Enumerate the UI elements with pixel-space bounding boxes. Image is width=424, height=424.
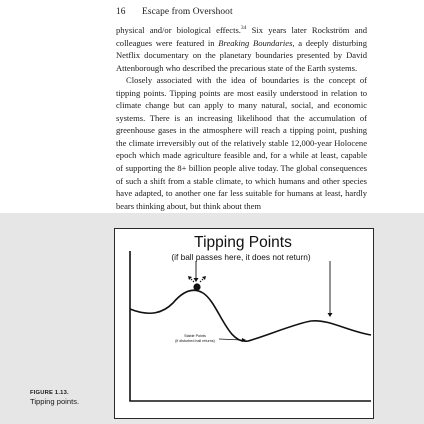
figure-caption-text: Tipping points. xyxy=(30,397,80,406)
landscape-curve xyxy=(130,290,371,341)
page-number: 16 xyxy=(116,7,126,17)
paragraph-1-text-c: , a deeply disturbing Netflix documentary on the planetary boundaries presented by David Attenborough who described the precarious state of the Earth systems. xyxy=(116,37,367,73)
ball-motion-right-arrow xyxy=(200,278,204,282)
ball-marker xyxy=(193,283,200,290)
pointer-peak-right-head xyxy=(328,313,333,317)
ball-motion-left-arrow xyxy=(190,278,194,282)
pointer-peak-left-head xyxy=(194,278,199,282)
paragraph-1-text-b: Six years later Rockström and colleagues were featured in xyxy=(116,25,367,48)
figure-label: FIGURE 1.13. xyxy=(30,390,69,396)
paragraph-1 xyxy=(116,24,367,74)
book-title: Escape from Overshoot xyxy=(142,7,233,17)
figure-diagram xyxy=(115,229,375,420)
figure-title: Tipping Points xyxy=(194,234,292,251)
paragraph-2: Closely associated with the idea of boundaries is the concept of tipping points. Tipping points are most easily understood in relation to climate change but can apply to many natural, social, and economic systems. There is an increasing likelihood that the accumulation of greenhouse gases in the atmosphere will reach a tipping point, pushing the climate irreversibly out of the relatively stable 12,000-year Holocene epoch which made agriculture feasible and, for a while at least, capable of supporting the 8+ billion people alive today. The global consequences of such a shift from a stable climate, to which humans and other species have adapted, to another one far less suitable for humans at least, hardly bears thinking about, but think about them xyxy=(116,75,367,211)
body-text xyxy=(116,24,367,212)
stable-points-label: Stable Points xyxy=(184,334,206,338)
tipping-points-figure xyxy=(114,228,374,419)
paragraph-1-text-a: physical and/or biological effects. xyxy=(116,25,241,35)
running-head xyxy=(116,7,233,17)
figure-axes xyxy=(130,251,371,401)
stable-points-note: (if disturbed ball returns) xyxy=(175,339,215,343)
figure-subtitle: (if ball passes here, it does not return) xyxy=(171,252,311,262)
figure-caption xyxy=(30,389,79,407)
film-title: Breaking Boundaries xyxy=(218,37,293,48)
endnote-marker: 34 xyxy=(240,25,247,32)
